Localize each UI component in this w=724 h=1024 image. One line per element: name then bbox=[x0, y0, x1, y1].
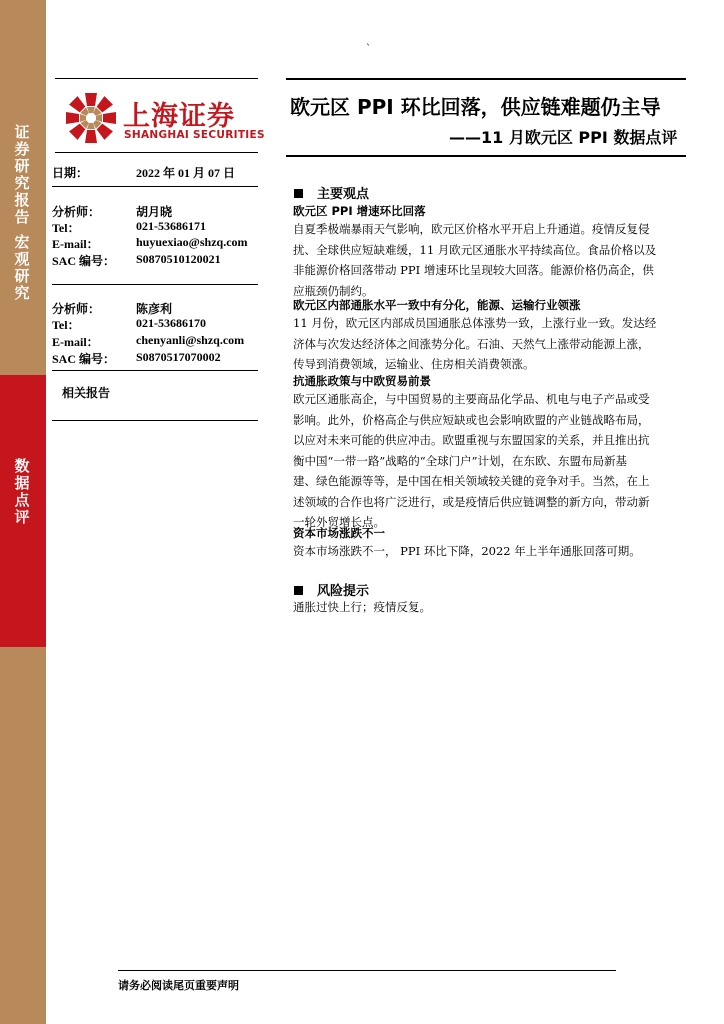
paragraph-divergence: 11 月份，欧元区内部成员国通胀总体涨势一致，上涨行业一致。发达经 济体与次发达经济体之间涨势分化。石油、天然气上涨带动能源上涨， 传导到消费领域，运输业、住房相关消费领涨。 bbox=[293, 316, 657, 371]
footer-disclaimer: 请务必阅读尾页重要声明 bbox=[118, 979, 239, 992]
paragraph-markets: 资本市场涨跌不一， PPI 环比下降，2022 年上半年通胀回落可期。 bbox=[293, 544, 641, 558]
date-value: 2022 年 01 月 07 日 bbox=[136, 166, 236, 180]
top-mark: ` bbox=[366, 44, 371, 55]
related-rule bbox=[52, 420, 258, 421]
analyst-role-label: 分析师： bbox=[52, 205, 101, 219]
title-top-rule bbox=[286, 78, 686, 80]
analyst-rule bbox=[52, 370, 258, 371]
report-title: 欧元区 PPI 环比回落，供应链难题仍主导 bbox=[290, 95, 661, 119]
email-link[interactable]: chenyanli@shzq.com bbox=[136, 333, 245, 347]
email-link[interactable]: huyuexiao@shzq.com bbox=[136, 235, 248, 249]
tel-value: 021-53686170 bbox=[136, 316, 206, 330]
section-heading-risk: 风险提示 bbox=[294, 580, 369, 599]
sac-value: S0870510120021 bbox=[136, 252, 221, 266]
analyst-name: 陈彦利 bbox=[136, 302, 173, 316]
subsection-title: 欧元区内部通胀水平一致中有分化，能源、运输行业领涨 bbox=[293, 298, 581, 312]
date-rule bbox=[52, 186, 258, 187]
subsection-title: 抗通胀政策与中欧贸易前景 bbox=[293, 374, 431, 388]
brand-name-cn: 上海证券 bbox=[123, 101, 235, 132]
sac-value: S0870517070002 bbox=[136, 350, 221, 364]
title-bottom-rule bbox=[286, 155, 686, 157]
sidebar-category-label: 证 券 研 究 报 告 宏 观 研 究 bbox=[14, 123, 30, 302]
bullet-square-icon bbox=[294, 189, 303, 198]
section-heading-main: 主要观点 bbox=[294, 183, 369, 202]
logo-top-rule bbox=[55, 78, 258, 79]
bullet-square-icon bbox=[294, 586, 303, 595]
report-subtitle: ——11 月欧元区 PPI 数据点评 bbox=[449, 128, 678, 147]
paragraph-trade: 欧元区通胀高企，与中国贸易的主要商品化学品、机电与电子产品或受 影响。此外，价格高企与供应短缺或也会影响欧盟的产业链战略布局， 以应对未来可能的供应冲击。欧盟重视与东盟国家的关系，并且推出抗 衡中国“一带一路”战略的“全球门户”计划，在东欧、东盟布局新基 建、绿色能源等等，是中国在相关领域较关键的竞争对手。当然，在上 述领域的合作也将广泛进行，或是疫情后供应链调整的新方向，带动新 一轮外贸增长点。 bbox=[293, 392, 650, 529]
sac-label: SAC 编号： bbox=[52, 352, 116, 366]
brand-name-en: SHANGHAI SECURITIES bbox=[124, 129, 265, 141]
email-label: E-mail： bbox=[52, 335, 99, 349]
tel-label: Tel： bbox=[52, 318, 80, 332]
sac-label: SAC 编号： bbox=[52, 254, 116, 268]
related-reports-label: 相关报告 bbox=[62, 386, 111, 400]
paragraph-risk: 通胀过快上行；疫情反复。 bbox=[293, 600, 431, 614]
paragraph-ppi: 自夏季极端暴雨天气影响，欧元区价格水平开启上升通道。疫情反复侵 扰、全球供应短缺难缓，11 月欧元区通胀水平持续高位。食品价格以及 非能源价格回落带动 PPI 增速环比呈现较大回落。能源价格仍高企，供 应瓶颈仍制约。 bbox=[293, 222, 657, 298]
tel-value: 021-53686171 bbox=[136, 219, 206, 233]
email-label: E-mail： bbox=[52, 237, 99, 251]
subsection-title: 欧元区 PPI 增速环比回落 bbox=[293, 204, 426, 218]
subsection-title: 资本市场涨跌不一 bbox=[293, 526, 385, 540]
analyst-role-label: 分析师： bbox=[52, 302, 101, 316]
sidebar-type-label: 数 据 点 评 bbox=[14, 457, 30, 526]
tel-label: Tel： bbox=[52, 221, 80, 235]
analyst-rule bbox=[52, 284, 258, 285]
sidebar-strip-bottom bbox=[0, 647, 46, 1024]
analyst-name: 胡月晓 bbox=[136, 205, 173, 219]
date-label: 日期： bbox=[52, 166, 89, 180]
logo-bottom-rule bbox=[55, 152, 258, 153]
footer-rule bbox=[118, 970, 616, 971]
shanghai-securities-logo-icon bbox=[64, 91, 118, 145]
